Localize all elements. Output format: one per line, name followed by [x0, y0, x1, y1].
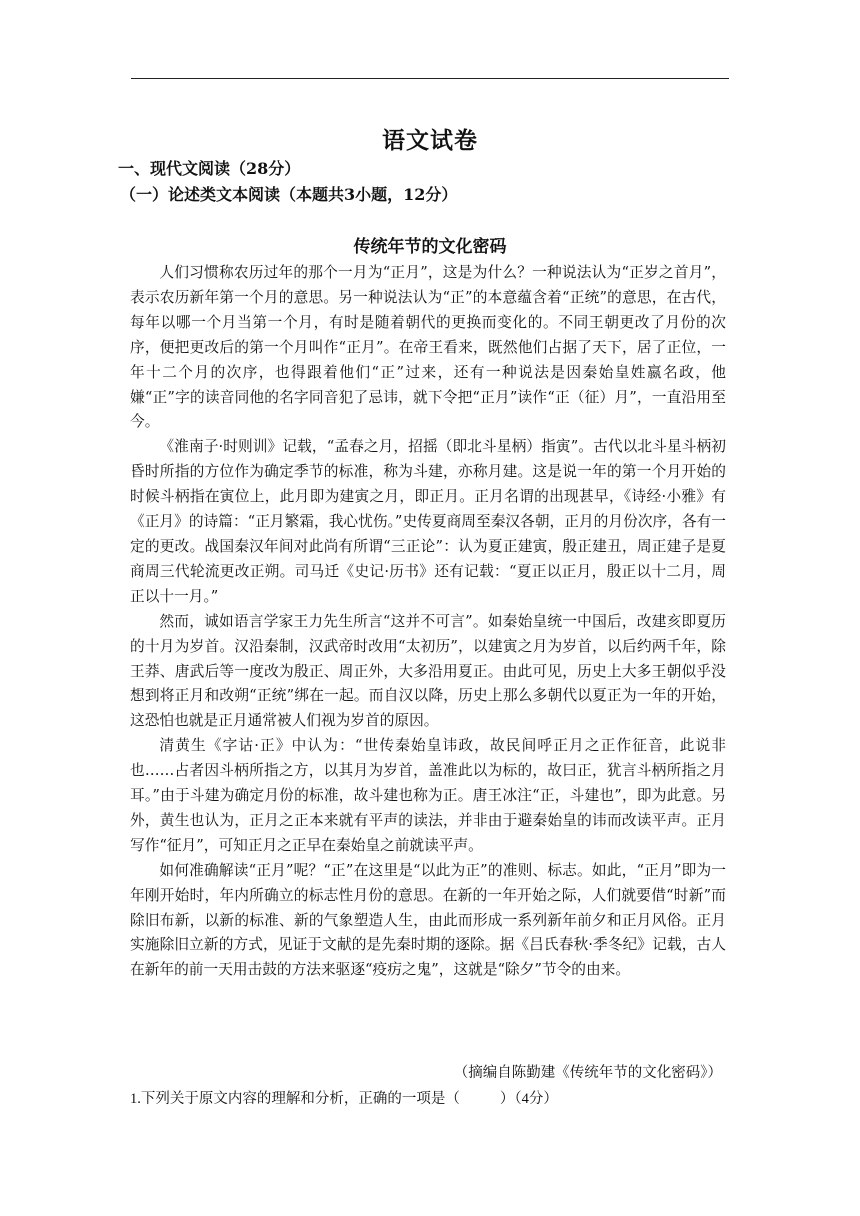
article-paragraph: 如何准确解读“正月”呢？“正”在这里是“以此为正”的准则、标志。如此，“正月”即为一年刚开始时，年内所确立的标志性月份的意思。在新的一年开始之际，人们就要借“时新”而除旧布新，以新的标准、新的气象塑造人生，由此而形成一系列新年前夕和正月风俗。正月实施除旧立新的方式，见证于文献的是先秦时期的逐除。据《吕氏春秋·季冬纪》记载，古人在新年的前一天用击鼓的方法来驱逐“疫疠之鬼”，这就是“除夕”节令的由来。 [130, 861, 726, 979]
article-paragraph: 《淮南子·时则训》记载，“孟春之月，招摇（即北斗星柄）指寅”。古代以北斗星斗柄初昏时所指的方位作为确定季节的标准，称为斗建，亦称月建。这是说一年的第一个月开始的时候斗柄指在寅位上，此月即为建寅之月，即正月。正月名谓的出现甚早，《诗经·小雅》有《正月》的诗篇：“正月繁霜，我心忧伤。”史传夏商周至秦汉各朝，正月的月份次序，各有一定的更改。战国秦汉年间对此尚有所谓“三正论”：认为夏正建寅，殷正建丑，周正建子是夏商周三代轮流更改正朔。司马迁《史记·历书》还有记载：“夏正以正月，殷正以十二月，周正以十一月。” [130, 438, 726, 605]
question-points: ）（4分） [499, 1091, 558, 1107]
article-paragraph: 然而，诚如语言学家王力先生所言“这并不可言”。如秦始皇统一中国后，改建亥即夏历的十月为岁首。汉沿秦制，汉武帝时改用“太初历”，以建寅之月为岁首，以后约两千年，除王莽、唐武后等一度改为殷正、周正外，大多沿用夏正。由此可见，历史上大多王朝似乎没想到将正月和改朔“正统”绑在一起。而自汉以降，历史上那么多朝代以夏正为一年的开始，这恐怕也就是正月通常被人们视为岁首的原因。 [130, 612, 726, 730]
article-source: （摘编自陈勤建《传统年节的文化密码》） [453, 1065, 722, 1081]
article-body [130, 261, 726, 983]
question-stem: 1.下列关于原文内容的理解和分析，正确的一项是（ [130, 1091, 460, 1107]
article-paragraph: 清黄生《字诂·正》中认为：“世传秦始皇讳政，故民间呼正月之正作征音，此说非也……占者因斗柄所指之方，以其月为岁首，盖准此以为标的，故曰正，犹言斗柄所指之月耳。”由于斗建为确定月份的标准，故斗建也称为正。唐王冰注“正，斗建也”，即为此意。另外，黄生也认为，正月之正本来就有平声的读法，并非由于避秦始皇的讳而改读平声。正月写作“征月”，可知正月之正早在秦始皇之前就读平声。 [130, 737, 726, 854]
article-paragraph: 人们习惯称农历过年的那个一月为“正月”，这是为什么？一种说法认为“正岁之首月”，表示农历新年第一个月的意思。另一种说法认为“正”的本意蕴含着“正统”的意思，在古代，每年以哪一个月当第一个月，有时是随着朝代的更换而变化的。不同王朝更改了月份的次序，便把更改后的第一个月叫作“正月”。在帝王看来，既然他们占据了天下，居了正位，一年十二个月的次序，也得跟着他们“正”过来，还有一种说法是因秦始皇姓嬴名政，他嫌“正”字的读音同他的名字同音犯了忌讳，就下令把“正月”读作“正（征）月”，一直沿用至今。 [130, 264, 726, 431]
section-heading: 一、现代文阅读（28分） [118, 159, 301, 178]
subsection-heading: （一）论述类文本阅读（本题共3小题，12分） [120, 185, 458, 204]
question-1 [130, 1087, 558, 1108]
article-title: 传统年节的文化密码 [353, 237, 507, 257]
header-rule [131, 78, 729, 79]
exam-title: 语文试卷 [382, 127, 478, 154]
